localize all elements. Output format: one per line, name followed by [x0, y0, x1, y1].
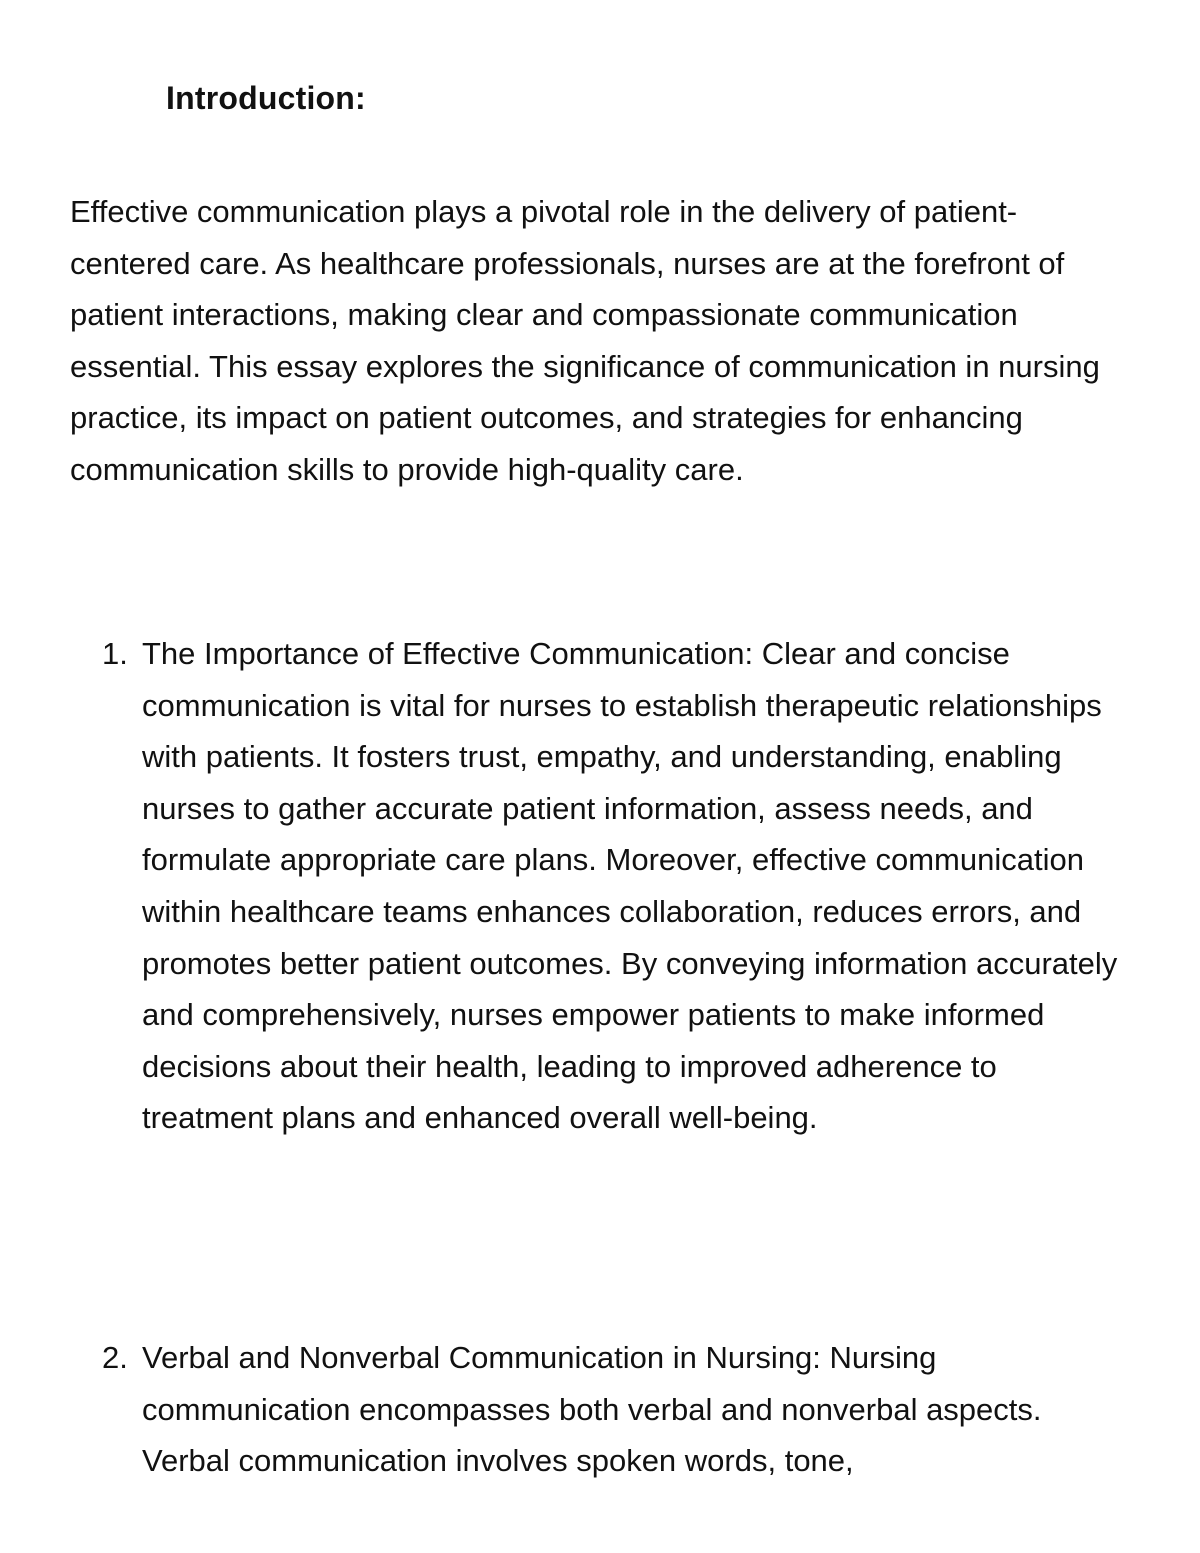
list-item-text: The Importance of Effective Communication: Clear and concise communication is vital for nurses to establish therapeutic relationships with patients. It fosters trust, empathy, and understanding, enabling nurses to gather accurate patient information, assess needs, and formulate appropriate care plans. Moreover, effective communication within healthcare teams enhances collaboration, reduces errors, and promotes better patient outcomes. By conveying information accurately and comprehensively, nurses empower patients to make informed decisions about their health, leading to improved adherence to treatment plans and enhanced overall well-being. [142, 636, 1118, 1136]
list-item-number: 2. [102, 1340, 128, 1375]
list-item-number: 1. [102, 636, 128, 671]
intro-paragraph: Effective communication plays a pivotal role in the delivery of patient-centered care. As healthcare professionals, nurses are at the forefront of patient interactions, making clear and compassionate communication essential. This essay explores the significance of communication in nursing practice, its impact on patient outcomes, and strategies for enhancing communication skills to provide high-quality care. [70, 194, 1100, 487]
section-heading: Introduction: [166, 80, 366, 116]
list-item-text: Verbal and Nonverbal Communication in Nursing: Nursing communication encompasses both verbal and nonverbal aspects. Verbal communication involves spoken words, tone, [142, 1340, 1042, 1479]
